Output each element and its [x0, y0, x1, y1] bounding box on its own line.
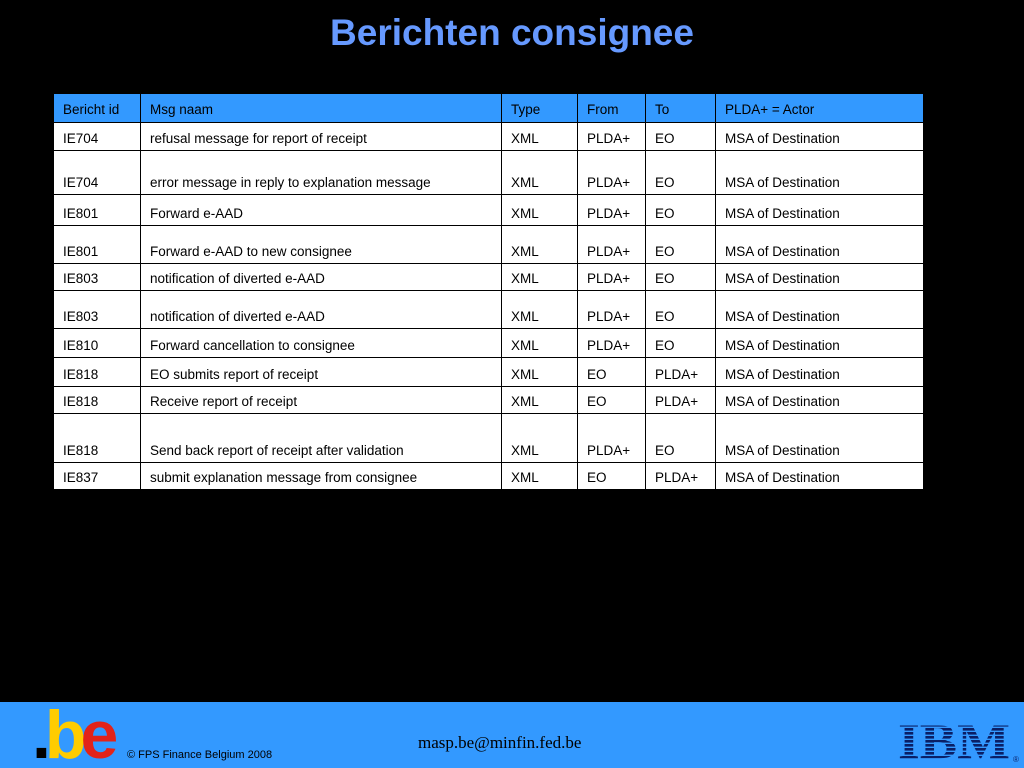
cell-msg-naam: error message in reply to explanation message [141, 151, 502, 195]
table-row [54, 226, 924, 264]
header-type: Type [502, 94, 578, 123]
cell-type: XML [502, 123, 578, 151]
be-logo-text [32, 700, 116, 766]
be-logo [32, 700, 116, 766]
cell-actor: MSA of Destination [716, 463, 924, 490]
cell-actor: MSA of Destination [716, 123, 924, 151]
cell-actor: MSA of Destination [716, 387, 924, 414]
cell-bericht-id: IE818 [54, 414, 141, 463]
cell-bericht-id: IE803 [54, 291, 141, 329]
cell-actor: MSA of Destination [716, 151, 924, 195]
cell-type: XML [502, 463, 578, 490]
cell-msg-naam: refusal message for report of receipt [141, 123, 502, 151]
cell-type: XML [502, 358, 578, 387]
cell-actor: MSA of Destination [716, 264, 924, 291]
cell-bericht-id: IE704 [54, 151, 141, 195]
header-actor: PLDA+ = Actor [716, 94, 924, 123]
header-to: To [646, 94, 716, 123]
cell-from: PLDA+ [578, 151, 646, 195]
cell-to: EO [646, 226, 716, 264]
table-row [54, 463, 924, 490]
cell-actor: MSA of Destination [716, 291, 924, 329]
table-row [54, 329, 924, 358]
cell-actor: MSA of Destination [716, 358, 924, 387]
cell-bericht-id: IE801 [54, 195, 141, 226]
cell-msg-naam: Forward e-AAD [141, 195, 502, 226]
be-logo-dot: . [32, 700, 45, 766]
cell-to: EO [646, 123, 716, 151]
cell-bericht-id: IE837 [54, 463, 141, 490]
cell-to: EO [646, 414, 716, 463]
ibm-logo [898, 716, 1020, 764]
cell-to: PLDA+ [646, 387, 716, 414]
table-row [54, 414, 924, 463]
table-row [54, 358, 924, 387]
cell-type: XML [502, 329, 578, 358]
slide-title: Berichten consignee [330, 12, 694, 53]
cell-type: XML [502, 264, 578, 291]
cell-msg-naam: notification of diverted e-AAD [141, 291, 502, 329]
cell-from: PLDA+ [578, 291, 646, 329]
cell-type: XML [502, 414, 578, 463]
cell-actor: MSA of Destination [716, 329, 924, 358]
cell-to: EO [646, 291, 716, 329]
cell-bericht-id: IE803 [54, 264, 141, 291]
cell-type: XML [502, 387, 578, 414]
header-msg-naam: Msg naam [141, 94, 502, 123]
cell-from: PLDA+ [578, 414, 646, 463]
cell-from: EO [578, 463, 646, 490]
cell-msg-naam: Send back report of receipt after validation [141, 414, 502, 463]
cell-msg-naam: Receive report of receipt [141, 387, 502, 414]
table-header-row [54, 94, 924, 123]
cell-from: PLDA+ [578, 264, 646, 291]
cell-from: PLDA+ [578, 195, 646, 226]
cell-bericht-id: IE801 [54, 226, 141, 264]
cell-to: EO [646, 151, 716, 195]
cell-from: EO [578, 358, 646, 387]
cell-to: EO [646, 195, 716, 226]
table-row [54, 195, 924, 226]
cell-msg-naam: EO submits report of receipt [141, 358, 502, 387]
cell-from: EO [578, 387, 646, 414]
cell-bericht-id: IE810 [54, 329, 141, 358]
table-row [54, 151, 924, 195]
table-row [54, 291, 924, 329]
cell-type: XML [502, 151, 578, 195]
cell-msg-naam: Forward cancellation to consignee [141, 329, 502, 358]
cell-type: XML [502, 195, 578, 226]
table-row [54, 264, 924, 291]
be-logo-e: e [80, 700, 113, 766]
cell-type: XML [502, 291, 578, 329]
cell-msg-naam: submit explanation message from consignee [141, 463, 502, 490]
cell-bericht-id: IE818 [54, 387, 141, 414]
cell-to: EO [646, 329, 716, 358]
cell-bericht-id: IE704 [54, 123, 141, 151]
cell-bericht-id: IE818 [54, 358, 141, 387]
messages-table [53, 93, 924, 490]
cell-from: PLDA+ [578, 329, 646, 358]
copyright-text: © FPS Finance Belgium 2008 [127, 749, 273, 761]
cell-actor: MSA of Destination [716, 226, 924, 264]
cell-msg-naam: Forward e-AAD to new consignee [141, 226, 502, 264]
cell-to: PLDA+ [646, 463, 716, 490]
cell-actor: MSA of Destination [716, 414, 924, 463]
cell-actor: MSA of Destination [716, 195, 924, 226]
table-row [54, 387, 924, 414]
cell-from: PLDA+ [578, 226, 646, 264]
ibm-logo-text: IBM [898, 716, 1010, 764]
ibm-registered-mark: ® [1013, 755, 1019, 764]
cell-type: XML [502, 226, 578, 264]
cell-to: EO [646, 264, 716, 291]
cell-to: PLDA+ [646, 358, 716, 387]
cell-msg-naam: notification of diverted e-AAD [141, 264, 502, 291]
be-logo-b: b [44, 700, 81, 766]
header-bericht-id: Bericht id [54, 94, 141, 123]
table-row [54, 123, 924, 151]
cell-from: PLDA+ [578, 123, 646, 151]
contact-email: masp.be@minfin.fed.be [418, 733, 582, 752]
header-from: From [578, 94, 646, 123]
